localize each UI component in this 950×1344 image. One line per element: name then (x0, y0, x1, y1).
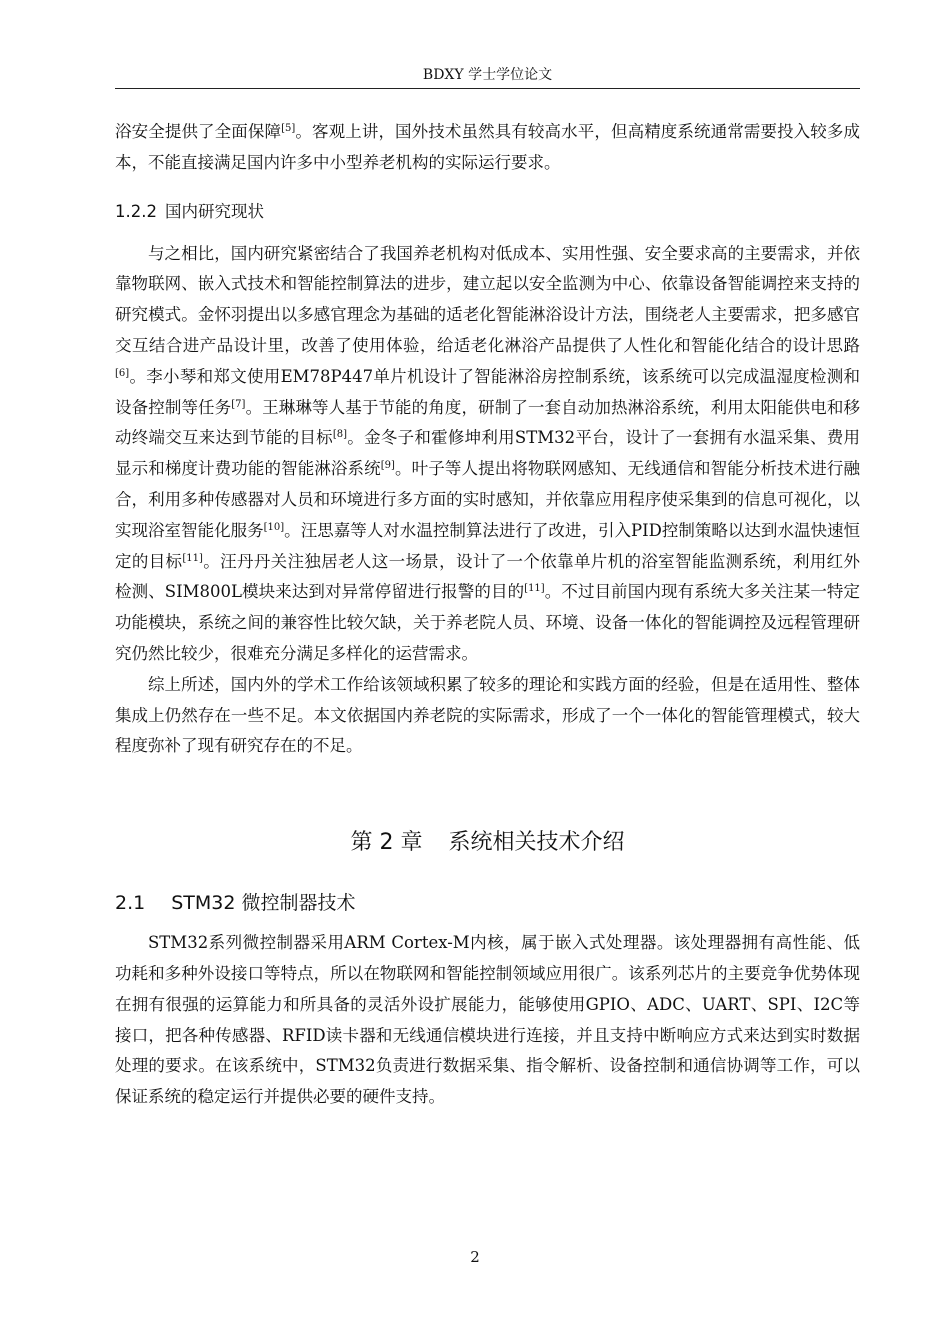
text: 浴安全提供了全面保障 (115, 122, 282, 141)
text: 。汪丹丹关注独居老人这一场景，设计了一个依靠单片机的浴室智能监测系统，利用红外检测、SIM800L模块来达到对异常停留进行报警的目的 (115, 551, 861, 602)
running-header: BDXY 学士学位论文 (422, 67, 553, 83)
page-number: 2 (470, 1248, 480, 1266)
page-body (115, 117, 860, 1113)
citation: [5] (281, 123, 296, 134)
paragraph-domestic-research (115, 239, 860, 670)
text: 。王琳琳等人基于节能的角度，研制了一套自动加热淋浴系统，利用太阳能供电和移动终端交互来达到节能的目标 (115, 397, 861, 448)
citation: [10] (263, 521, 285, 533)
chapter-number: 第 2 章 (350, 830, 423, 856)
header-rule (115, 88, 860, 89)
citation: [7] (231, 398, 246, 410)
paragraph-foreign-research-end (115, 117, 860, 179)
text: 。客观上讲，国外技术虽然具有较高水平，但高精度系统通常需要投入较多成本，不能直接满足国内许多中小型养老机构的实际运行要求。 (115, 122, 861, 172)
section-heading-2-1 (115, 888, 860, 918)
section-title: 国内研究现状 (164, 201, 264, 221)
paragraph-summary: 综上所述，国内外的学术工作给该领域积累了较多的理论和实践方面的经验，但是在适用性、整体集成上仍然存在一些不足。本文依据国内养老院的实际需求，形成了一个一体化的智能管理模式，较大程度弥补了现有研究存在的不足。 (115, 674, 860, 756)
citation: [11] (524, 583, 545, 595)
citation: [6] (115, 367, 130, 379)
citation: [9] (380, 460, 395, 472)
text: 。叶子等人提出将物联网感知、无线通信和智能分析技术进行融合，利用多种传感器对人员和环境进行多方面的实时感知，并依靠应用程序使采集到的信息可视化，以实现浴室智能化服务 (115, 459, 861, 540)
section-title: STM32 微控制器技术 (171, 892, 356, 915)
citation: [11] (182, 552, 203, 564)
text: 与之相比，国内研究紧密结合了我国养老机构对低成本、实用性强、安全要求高的主要需求，并依靠物联网、嵌入式技术和智能控制算法的进步，建立起以安全监测为中心、依靠设备智能调控来支持的研究模式。金怀羽提出以多感官理念为基础的适老化智能淋浴设计方法，围绕老人主要需求，把多感官交互结合进产品设计里，改善了使用体验，给适老化淋浴产品提供了人性化和智能化结合的设计思路 (115, 243, 860, 355)
text: 。汪思嘉等人对水温控制算法进行了改进，引入PID控制策略以达到水温快速恒定的目标 (115, 520, 861, 571)
section-number: 1.2.2 (115, 201, 157, 221)
section-heading-1-2-2 (115, 197, 860, 227)
chapter-title: 系统相关技术介绍 (448, 830, 625, 856)
chapter-heading (115, 828, 860, 858)
section-number: 2.1 (115, 892, 146, 915)
text: 。金冬子和霍修坤利用STM32平台，设计了一套拥有水温采集、费用显示和梯度计费功能的智能淋浴系统 (115, 428, 861, 479)
citation: [8] (332, 429, 348, 441)
text: 。不过目前国内现有系统大多关注某一特定功能模块，系统之间的兼容性比较欠缺，关于养老院人员、环境、设备一体化的智能调控及远程管理研究仍然比较少，很难充分满足多样化的运营需求。 (115, 582, 861, 663)
paragraph-stm32: STM32系列微控制器采用ARM Cortex-M内核，属于嵌入式处理器。该处理器拥有高性能、低功耗和多种外设接口等特点，所以在物联网和智能控制领域应用很广。该系列芯片的主要竞争优势体现在拥有很强的运算能力和所具备的灵活外设扩展能力，能够使用GPIO、ADC、UART、SPI、I2C等接口，把各种传感器、RFID读卡器和无线通信模块进行连接，并且支持中断响应方式来达到实时数据处理的要求。在该系统中，STM32负责进行数据采集、指令解析、设备控制和通信协调等工作，可以保证系统的稳定运行并提供必要的硬件支持。 (115, 933, 860, 1107)
text: 。李小琴和郑文使用EM78P447单片机设计了智能淋浴房控制系统，该系统可以完成温湿度检测和设备控制等任务 (115, 366, 860, 417)
